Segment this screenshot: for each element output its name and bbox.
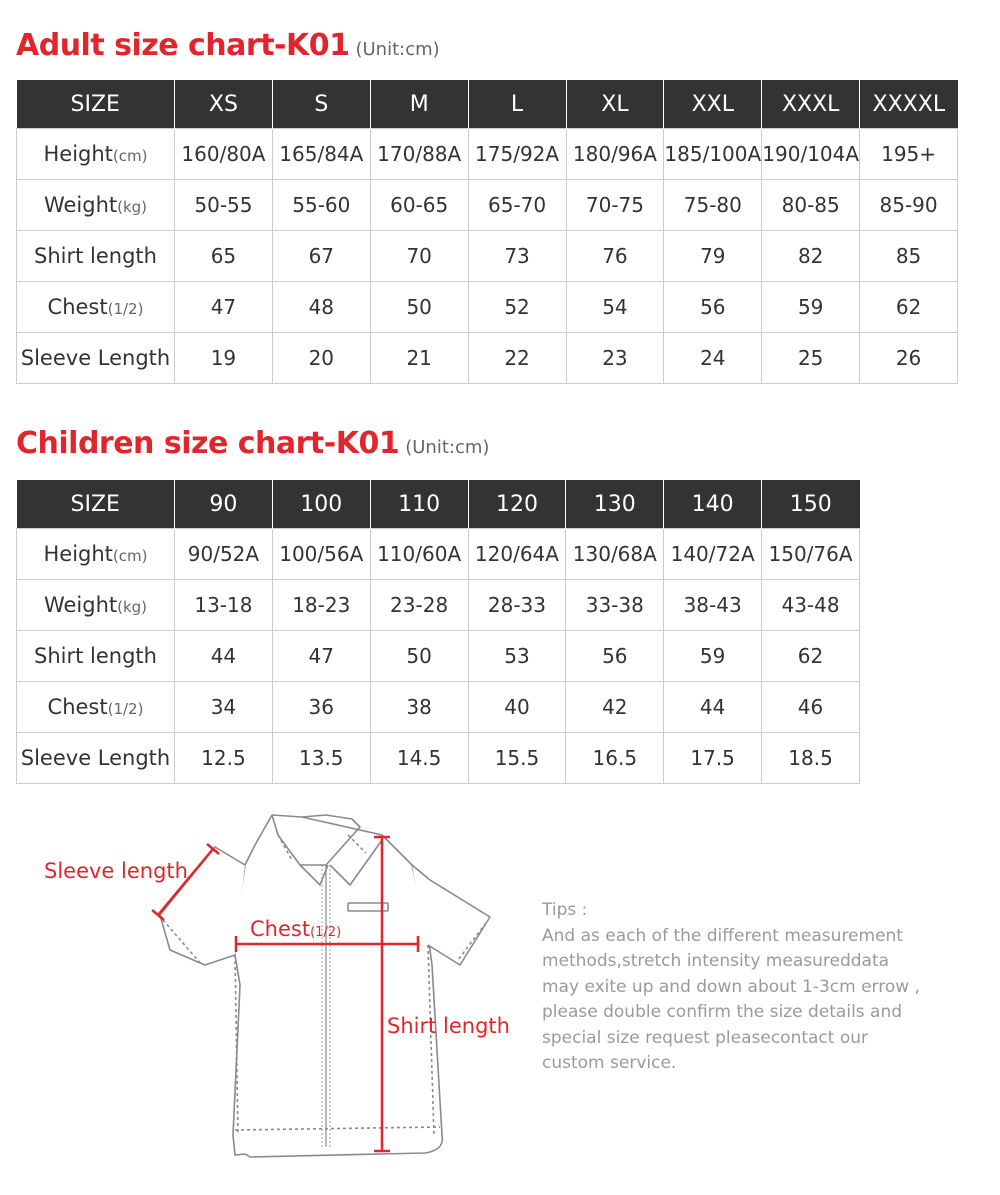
table-cell: 47 [272,631,370,682]
tips-note [542,898,982,1077]
shirt-measurement-diagram [30,805,530,1165]
adult-size-header: XL [566,80,664,129]
tips-line: please double confirm the size details and [542,1002,903,1022]
table-cell: 46 [762,682,860,733]
table-cell: 40 [468,682,566,733]
table-cell: 28-33 [468,580,566,631]
adult-corner-cell: SIZE [17,80,175,129]
children-corner-cell: SIZE [17,480,175,529]
table-cell: 140/72A [664,529,762,580]
table-cell: 80-85 [762,180,860,231]
adult-chart-title [16,28,440,63]
table-row [17,631,860,682]
table-cell: 85 [860,231,958,282]
table-cell: 18.5 [762,733,860,784]
table-cell: 85-90 [860,180,958,231]
table-cell: 65 [175,231,273,282]
children-size-header: 100 [272,480,370,529]
table-cell: 175/92A [468,129,566,180]
table-row [17,282,958,333]
table-cell: 50 [370,282,468,333]
table-cell: 13.5 [272,733,370,784]
table-cell: 24 [664,333,762,384]
table-cell: 18-23 [272,580,370,631]
tips-line: special size request pleasecontact our [542,1027,869,1048]
table-cell: 15.5 [468,733,566,784]
table-cell: 23 [566,333,664,384]
adult-size-table [16,80,958,384]
table-cell: 70 [370,231,468,282]
table-cell: 53 [468,631,566,682]
adult-size-header: S [272,80,370,129]
adult-header-row [17,80,958,129]
table-cell: 52 [468,282,566,333]
table-cell: 130/68A [566,529,664,580]
children-size-header: 110 [370,480,468,529]
table-row [17,733,860,784]
table-row [17,580,860,631]
table-cell: 79 [664,231,762,282]
sleeve-length-label: Sleeve length [44,859,188,883]
table-cell: 73 [468,231,566,282]
table-row [17,333,958,384]
table-cell: 20 [272,333,370,384]
children-size-header: 150 [762,480,860,529]
row-label-chest: Chest(1/2) [17,282,175,333]
table-cell: 48 [272,282,370,333]
table-cell: 12.5 [175,733,273,784]
row-label-height: Height(cm) [17,529,175,580]
children-title-text: Children size chart-K01 [16,426,400,461]
children-size-header: 130 [566,480,664,529]
table-cell: 44 [175,631,273,682]
table-cell: 160/80A [175,129,273,180]
children-unit-label: (Unit:cm) [405,437,490,458]
row-label-chest: Chest(1/2) [17,682,175,733]
adult-size-header: L [468,80,566,129]
tips-line: custom service. [542,1053,677,1073]
row-label-shirt-length: Shirt length [17,631,175,682]
table-cell: 60-65 [370,180,468,231]
table-cell: 62 [860,282,958,333]
row-label-weight: Weight(kg) [17,180,175,231]
table-cell: 44 [664,682,762,733]
children-size-header: 120 [468,480,566,529]
table-row [17,180,958,231]
table-cell: 50 [370,631,468,682]
adult-size-header: XXXXL [860,80,958,129]
table-cell: 43-48 [762,580,860,631]
table-cell: 56 [664,282,762,333]
table-cell: 13-18 [175,580,273,631]
table-cell: 16.5 [566,733,664,784]
table-cell: 17.5 [664,733,762,784]
adult-unit-label: (Unit:cm) [355,39,440,60]
table-cell: 54 [566,282,664,333]
tips-line: may exite up and down about 1-3cm errow , [542,976,920,997]
row-label-sleeve-length: Sleeve Length [17,733,175,784]
row-label-sleeve-length: Sleeve Length [17,333,175,384]
table-cell: 190/104A [762,129,860,180]
table-cell: 19 [175,333,273,384]
tips-line: methods,stretch intensity measureddata [542,951,890,971]
tips-heading: Tips : [542,900,588,920]
table-cell: 100/56A [272,529,370,580]
table-cell: 50-55 [175,180,273,231]
table-cell: 38-43 [664,580,762,631]
table-cell: 34 [175,682,273,733]
row-label-shirt-length: Shirt length [17,231,175,282]
table-row [17,129,958,180]
table-cell: 76 [566,231,664,282]
tips-line: And as each of the different measurement [542,925,903,946]
table-cell: 65-70 [468,180,566,231]
table-cell: 120/64A [468,529,566,580]
table-cell: 165/84A [272,129,370,180]
table-cell: 82 [762,231,860,282]
table-cell: 67 [272,231,370,282]
table-cell: 59 [762,282,860,333]
table-cell: 75-80 [664,180,762,231]
table-cell: 150/76A [762,529,860,580]
adult-title-text: Adult size chart-K01 [16,28,350,63]
table-row [17,231,958,282]
table-cell: 110/60A [370,529,468,580]
table-cell: 185/100A [664,129,762,180]
children-size-header: 90 [175,480,273,529]
table-cell: 180/96A [566,129,664,180]
adult-size-header: M [370,80,468,129]
table-cell: 23-28 [370,580,468,631]
table-cell: 55-60 [272,180,370,231]
table-cell: 26 [860,333,958,384]
table-cell: 33-38 [566,580,664,631]
shirt-length-label: Shirt length [387,1014,510,1038]
table-cell: 195+ [860,129,958,180]
adult-size-header: XXL [664,80,762,129]
children-chart-title [16,426,489,461]
row-label-height: Height(cm) [17,129,175,180]
table-cell: 170/88A [370,129,468,180]
table-cell: 25 [762,333,860,384]
table-cell: 62 [762,631,860,682]
table-cell: 59 [664,631,762,682]
adult-size-header: XS [175,80,273,129]
chest-label: Chest(1/2) [250,917,342,941]
adult-size-header: XXXL [762,80,860,129]
table-cell: 21 [370,333,468,384]
children-size-header: 140 [664,480,762,529]
table-cell: 70-75 [566,180,664,231]
table-row [17,682,860,733]
table-cell: 42 [566,682,664,733]
table-cell: 38 [370,682,468,733]
children-size-table [16,480,860,784]
table-cell: 14.5 [370,733,468,784]
row-label-weight: Weight(kg) [17,580,175,631]
children-header-row [17,480,860,529]
table-cell: 22 [468,333,566,384]
table-cell: 56 [566,631,664,682]
polo-shirt-outline-icon [160,815,490,1157]
table-cell: 47 [175,282,273,333]
table-cell: 36 [272,682,370,733]
table-cell: 90/52A [175,529,273,580]
table-row [17,529,860,580]
